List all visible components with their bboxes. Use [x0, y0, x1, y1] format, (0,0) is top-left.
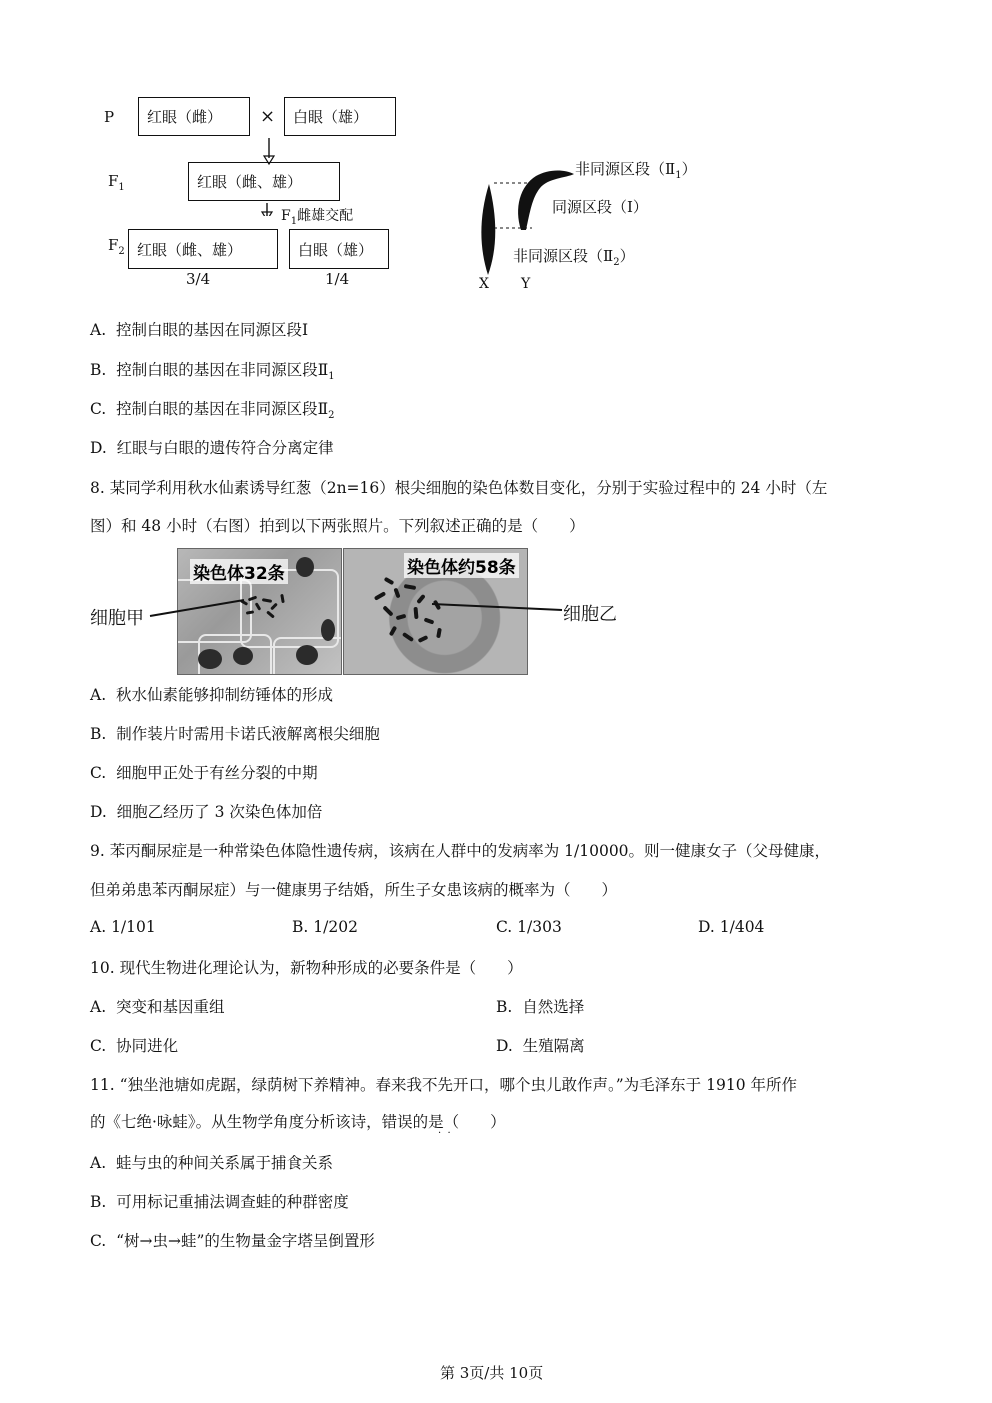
q7-option-d: D. 红眼与白眼的遗传符合分离定律: [90, 439, 334, 457]
f2-generation-label: $F_2$: [108, 236, 125, 257]
q10-option-d: D. 生殖隔离: [496, 1037, 585, 1055]
q8-option-d: D. 细胞乙经历了 3 次染色体加倍: [90, 803, 323, 821]
q9-option-a: A. 1/101: [90, 918, 156, 936]
cell-b-pointer: [430, 600, 565, 616]
q10-option-a: A. 突变和基因重组: [90, 998, 225, 1016]
p-female-text: 红眼（雌）: [147, 108, 223, 126]
q9-option-d: D. 1/404: [698, 918, 765, 936]
q7-option-c: C. 控制白眼的基因在非同源区段$Ⅱ_2$: [90, 400, 335, 422]
q8-option-a: A. 秋水仙素能够抑制纺锤体的形成: [90, 686, 333, 704]
cell-b-callout: 细胞乙: [563, 604, 617, 625]
q10-stem: 10. 现代生物进化理论认为，新物种形成的必要条件是（ ）: [90, 959, 523, 977]
q8-option-b: B. 制作装片时需用卡诺氏液解离根尖细胞: [90, 725, 380, 743]
f2-white-eye-box: [289, 229, 389, 269]
q11-option-c: C. “树→虫→蛙”的生物量金字塔呈倒置形: [90, 1232, 375, 1250]
x-chromosome-label: X: [479, 276, 489, 292]
q11-option-b: B. 可用标记重捕法调查蛙的种群密度: [90, 1193, 349, 1211]
cell-a-callout: 细胞甲: [90, 608, 144, 629]
q9-stem-line1: 9. 苯丙酮尿症是一种常染色体隐性遗传病，该病在人群中的发病率为 1/10000。则一健康女子（父母健康，: [90, 842, 831, 860]
label-nonhomologous-ii2: 非同源区段$(Ⅱ_2)$: [513, 247, 635, 268]
q7-option-a: A. 控制白眼的基因在同源区段Ⅰ: [90, 321, 309, 339]
micrograph-48h-label: 染色体约58条: [404, 553, 519, 578]
q11-stem-line1: 11. “独坐池塘如虎踞，绿荫树下养精神。春来我不先开口，哪个虫儿敢作声。”为毛泽东于 1910 年所作: [90, 1076, 797, 1094]
q10-option-c: C. 协同进化: [90, 1037, 179, 1055]
emphasis-dots: · ·: [438, 1128, 451, 1139]
f2-red-eye-box: [128, 229, 278, 269]
label-nonhomologous-ii1: 非同源区段$(Ⅱ_1)$: [575, 160, 697, 181]
f1-box: [188, 162, 340, 201]
q8-option-c: C. 细胞甲正处于有丝分裂的中期: [90, 764, 318, 782]
micrograph-24h-label: 染色体32条: [190, 559, 288, 584]
q8-stem-line2: 图）和 48 小时（右图）拍到以下两张照片。下列叙述正确的是（ ）: [90, 517, 585, 535]
q9-stem-line2: 但弟弟患苯丙酮尿症）与一健康男子结婚，所生子女患该病的概率为（ ）: [90, 881, 618, 899]
page-footer: 第 3页/共 10页: [440, 1364, 544, 1382]
f2-white-eye-ratio: 1/4: [325, 270, 350, 288]
f1-text: 红眼（雌、雄）: [197, 173, 303, 191]
p-male-text: 白眼（雄）: [293, 108, 369, 126]
q8-stem-line1: 8. 某同学利用秋水仙素诱导红葱（2n=16）根尖细胞的染色体数目变化，分别于实验过程中的 24 小时（左: [90, 479, 828, 497]
q9-option-c: C. 1/303: [496, 918, 562, 936]
f1-mating-note: $F_1$雌雄交配: [281, 208, 354, 227]
y-chromosome-label: Y: [521, 276, 531, 292]
p-generation-label: P: [104, 108, 115, 126]
cell-a-pointer: [148, 596, 248, 620]
q9-option-b: B. 1/202: [292, 918, 358, 936]
q7-option-b: B. 控制白眼的基因在非同源区段$Ⅱ_1$: [90, 361, 335, 383]
q11-option-a: A. 蛙与虫的种间关系属于捕食关系: [90, 1154, 333, 1172]
f2-red-eye-text: 红眼（雌、雄）: [137, 240, 243, 259]
label-homologous-i: 同源区段（Ⅰ）: [552, 198, 648, 216]
q11-stem-line2: 的《七绝·咏蛙》。从生物学角度分析该诗，错误的是（ ）: [90, 1113, 506, 1131]
f1-generation-label: $F_1$: [108, 172, 125, 193]
q10-option-b: B. 自然选择: [496, 998, 585, 1016]
f2-red-eye-ratio: 3/4: [186, 270, 211, 288]
f2-white-eye-text: 白眼（雄）: [298, 240, 374, 259]
p-female-box: [138, 97, 250, 136]
p-male-box: [284, 97, 396, 136]
cross-sign: ×: [260, 106, 276, 127]
x-chromosome-shape: [481, 184, 495, 275]
